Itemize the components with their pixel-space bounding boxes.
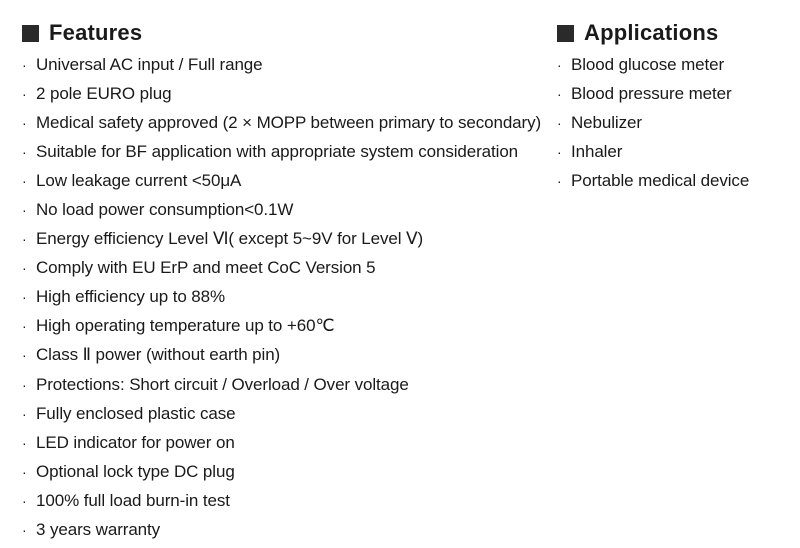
- feature-item-text: High efficiency up to 88%: [36, 287, 226, 307]
- feature-item-text: 3 years warranty: [36, 520, 161, 540]
- bullet-dot-icon: ·: [22, 318, 27, 335]
- feature-item: [22, 457, 552, 486]
- bullet-dot-icon: ·: [22, 434, 27, 451]
- feature-item: [22, 312, 552, 341]
- bullet-dot-icon: ·: [22, 522, 27, 539]
- bullet-dot-icon: ·: [22, 202, 27, 219]
- feature-item: [22, 166, 552, 195]
- feature-item: [22, 370, 552, 399]
- feature-item: [22, 108, 552, 137]
- bullet-dot-icon: ·: [557, 143, 562, 160]
- application-item-text: Nebulizer: [571, 112, 642, 132]
- applications-section: [557, 18, 797, 195]
- bullet-dot-icon: ·: [557, 56, 562, 73]
- feature-item-text: Class Ⅱ power (without earth pin): [36, 345, 281, 365]
- bullet-dot-icon: ·: [22, 492, 27, 509]
- bullet-dot-icon: ·: [22, 463, 27, 480]
- feature-item: [22, 486, 552, 515]
- applications-list: [557, 50, 797, 195]
- application-item: [557, 50, 797, 79]
- feature-item: [22, 137, 552, 166]
- application-item: [557, 79, 797, 108]
- feature-item-text: No load power consumption<0.1W: [36, 200, 294, 220]
- feature-item-text: LED indicator for power on: [36, 432, 235, 452]
- feature-item: [22, 195, 552, 224]
- bullet-dot-icon: ·: [22, 405, 27, 422]
- feature-item: [22, 428, 552, 457]
- feature-item-text: Protections: Short circuit / Overload / Over voltage: [36, 374, 409, 394]
- feature-item: [22, 225, 552, 254]
- feature-item-text: Energy efficiency Level Ⅵ( except 5~9V for Level Ⅴ): [36, 229, 424, 249]
- features-heading: [22, 18, 552, 48]
- feature-item: [22, 341, 552, 370]
- application-item: [557, 137, 797, 166]
- application-item: [557, 108, 797, 137]
- features-section: [22, 18, 552, 545]
- feature-item-text: Suitable for BF application with appropriate system consideration: [36, 141, 519, 161]
- feature-item: [22, 399, 552, 428]
- square-bullet-icon: [557, 25, 574, 42]
- feature-item-text: Comply with EU ErP and meet CoC Version 5: [36, 258, 376, 278]
- bullet-dot-icon: ·: [557, 172, 562, 189]
- feature-item-text: High operating temperature up to +60℃: [36, 316, 335, 336]
- bullet-dot-icon: ·: [22, 172, 27, 189]
- bullet-dot-icon: ·: [22, 114, 27, 131]
- bullet-dot-icon: ·: [557, 114, 562, 131]
- bullet-dot-icon: ·: [22, 143, 27, 160]
- bullet-dot-icon: ·: [22, 289, 27, 306]
- feature-item: [22, 50, 552, 79]
- square-bullet-icon: [22, 25, 39, 42]
- feature-item: [22, 79, 552, 108]
- bullet-dot-icon: ·: [22, 85, 27, 102]
- feature-item-text: 2 pole EURO plug: [36, 83, 172, 103]
- feature-item-text: Fully enclosed plastic case: [36, 403, 236, 423]
- feature-item: [22, 254, 552, 283]
- feature-item-text: Low leakage current <50μA: [36, 170, 242, 190]
- bullet-dot-icon: ·: [22, 231, 27, 248]
- feature-item: [22, 516, 552, 545]
- bullet-dot-icon: ·: [557, 85, 562, 102]
- features-list: [22, 50, 552, 545]
- application-item-text: Blood glucose meter: [571, 54, 725, 74]
- bullet-dot-icon: ·: [22, 56, 27, 73]
- feature-item: [22, 283, 552, 312]
- application-item: [557, 166, 797, 195]
- feature-item-text: Optional lock type DC plug: [36, 461, 235, 481]
- application-item-text: Blood pressure meter: [571, 83, 732, 103]
- feature-item-text: Medical safety approved (2 × MOPP between primary to secondary): [36, 112, 542, 132]
- application-item-text: Portable medical device: [571, 170, 750, 190]
- application-item-text: Inhaler: [571, 141, 623, 161]
- feature-item-text: Universal AC input / Full range: [36, 54, 263, 74]
- bullet-dot-icon: ·: [22, 376, 27, 393]
- applications-heading: [557, 18, 797, 48]
- bullet-dot-icon: ·: [22, 347, 27, 364]
- applications-title: Applications: [584, 20, 719, 45]
- feature-item-text: 100% full load burn-in test: [36, 490, 230, 510]
- features-title: Features: [49, 20, 143, 45]
- bullet-dot-icon: ·: [22, 260, 27, 277]
